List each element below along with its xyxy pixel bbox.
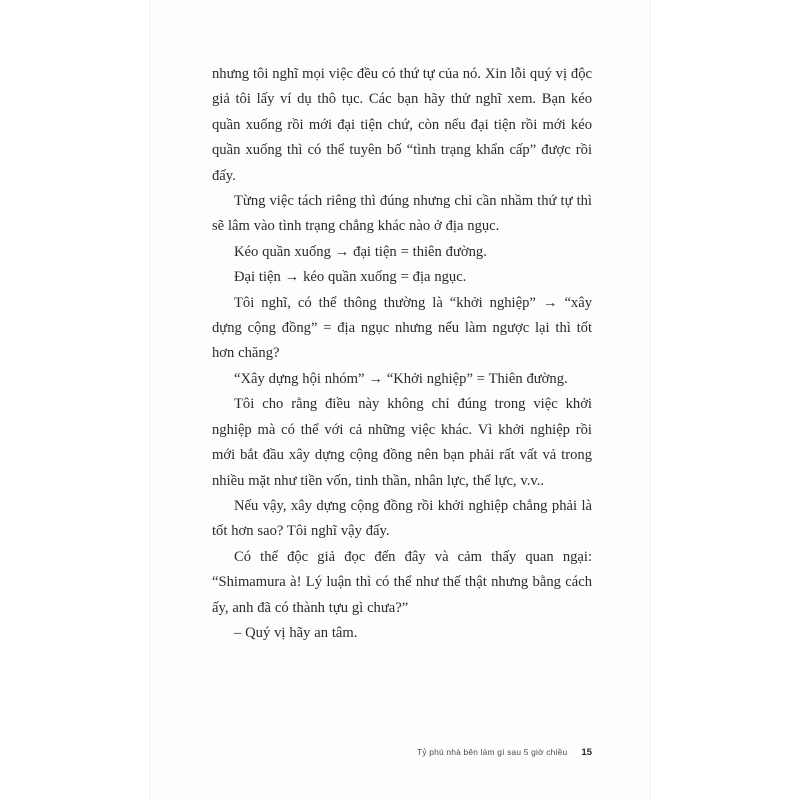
paragraph: nhưng tôi nghĩ mọi việc đều có thứ tự của nó. Xin lỗi quý vị độc giả tôi lấy ví dụ thô tục. Các bạn hãy thử nghĩ xem. Bạn kéo quần xuống rồi mới đại tiện chứ, còn nếu đại tiện rồi mới kéo quần xuống thì có thể tuyên bố “tình trạng khẩn cấp” được rồi đấy. <box>212 66 592 184</box>
footer-book-title: Tỷ phú nhà bên làm gì sau 5 giờ chiều <box>417 747 568 757</box>
paragraph: – Quý vị hãy an tâm. <box>234 624 358 641</box>
paragraph: Có thể độc giả đọc đến đây và cảm thấy quan ngại: “Shimamura à! Lý luận thì có thể như thế thật nhưng bằng cách ấy, anh đã có thành tựu gì chưa?” <box>212 548 592 616</box>
paragraph: “Xây dựng hội nhóm” → “Khởi nghiệp” = Thiên đường. <box>234 370 568 387</box>
page-text-column <box>212 62 592 762</box>
paragraph: Kéo quần xuống → đại tiện = thiên đường. <box>234 243 487 260</box>
book-page <box>150 0 650 800</box>
paragraph: Tôi cho rằng điều này không chỉ đúng trong việc khởi nghiệp mà có thể với cả những việc khác. Vì khởi nghiệp rồi mới bắt đầu xây dựng cộng đồng nên bạn phải rất vất vả trong nhiều mặt như tiền vốn, tinh thần, nhân lực, thể lực, v.v.. <box>212 396 592 489</box>
paragraph: Nếu vậy, xây dựng cộng đồng rồi khởi nghiệp chẳng phải là tốt hơn sao? Tôi nghĩ vậy đấy. <box>212 497 592 540</box>
paragraph: Tôi nghĩ, có thể thông thường là “khởi nghiệp” → “xây dựng cộng đồng” = địa ngục nhưng nếu làm ngược lại thì tốt hơn chăng? <box>212 294 592 362</box>
page-number: 15 <box>581 747 592 758</box>
paragraph: Đại tiện → kéo quần xuống = địa ngục. <box>234 269 467 286</box>
body-text <box>212 62 592 646</box>
page-footer <box>212 747 592 758</box>
paragraph: Từng việc tách riêng thì đúng nhưng chỉ cần nhầm thứ tự thì sẽ lâm vào tình trạng chẳng khác nào ở địa ngục. <box>212 193 592 235</box>
